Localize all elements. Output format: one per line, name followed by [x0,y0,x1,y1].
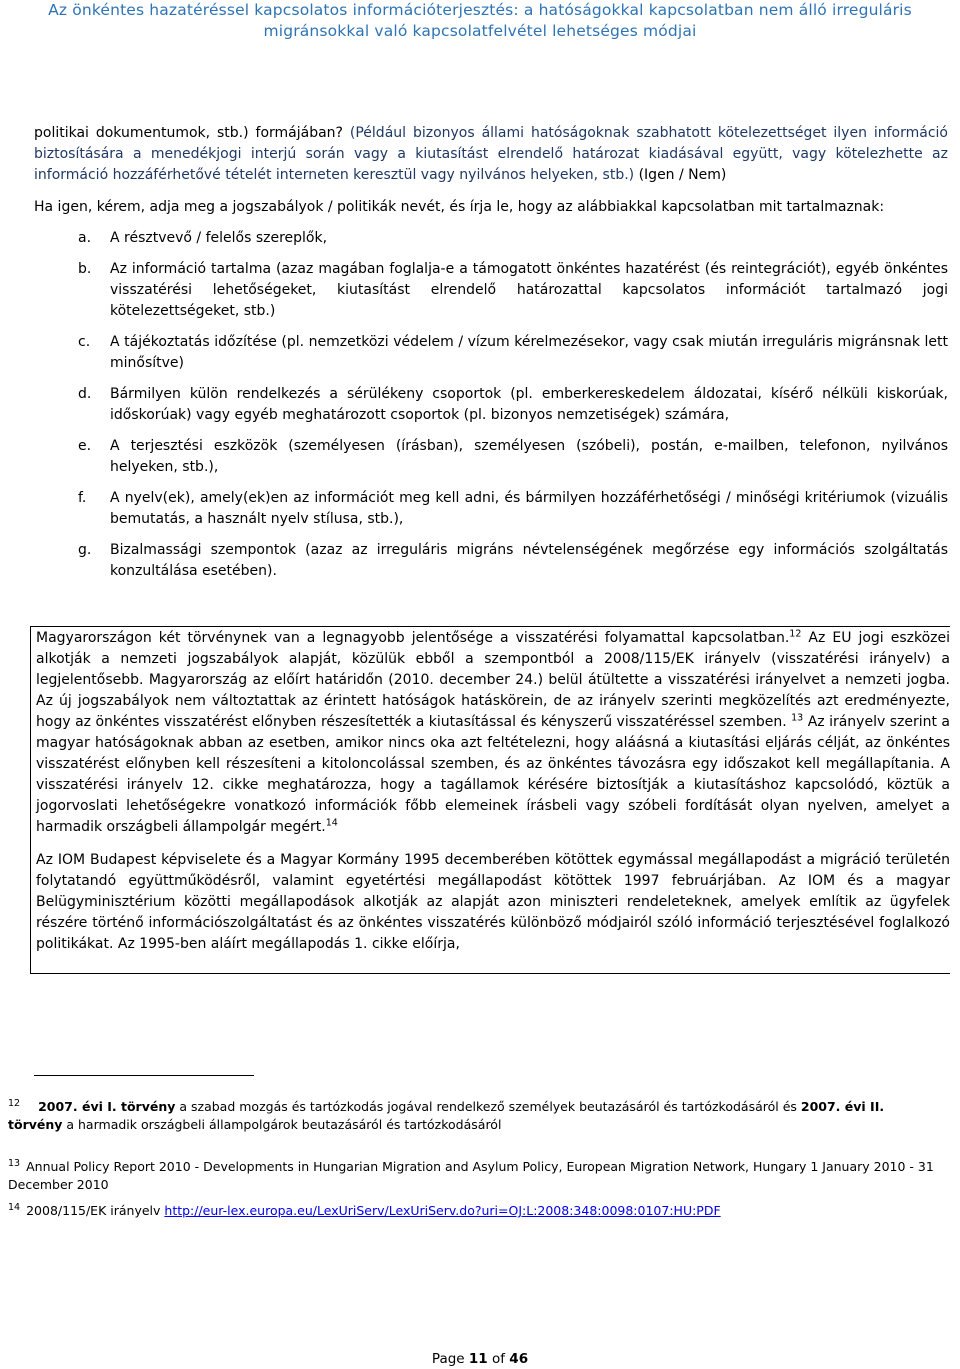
list-item-c [34,332,948,374]
total-pages: 46 [509,1351,529,1367]
list-marker: c. [78,334,91,350]
list-item-b [34,259,948,322]
list-text: Az információ tartalma (azaz magában foglalja-e a támogatott önkéntes hazatérést (és reintegrációt), egyéb önkéntes visszatérési lehetőségeket, kiutasítást elrendelő határozattal kapcsolatos információt tartalmazó jogi kötelezettségeket, stb.) [110,261,948,319]
header-line-2: migránsokkal való kapcsolatfelvétel lehetséges módjai [263,22,697,40]
list-item-d [34,384,948,426]
eur-lex-link[interactable]: http://eur-lex.europa.eu/LexUriServ/LexUriServ.do?uri=OJ:L:2008:348:0098:0107:HU:PDF [164,1203,721,1218]
list-item-g [34,540,948,582]
list-marker: f. [78,490,87,506]
footnote-13: 13 Annual Policy Report 2010 - Developments in Hungarian Migration and Asylum Policy, European Migration Network, Hungary 1 January 2010 - 31 December 2010 [8,1157,934,1192]
intro-text-c: (Igen / Nem) [634,167,727,183]
list-text: A résztvevő / felelős szereplők, [110,230,328,246]
list-text: A terjesztési eszközök (személyesen (írásban), személyesen (szóbeli), postán, e-mailben, telefonon, nyilvános helyeken, stb.), [110,438,948,475]
law-title: 2007. évi II. törvény [8,1099,885,1132]
footnote-ref-14[interactable]: 14 [325,817,338,829]
answer-box [30,626,950,974]
list-item-f [34,488,948,530]
list-text: Bizalmassági szempontok (azaz az irreguláris migráns névtelenségének megőrzése egy információs szolgáltatás konzultálása esetében). [110,542,948,579]
answer-text: Az EU jogi eszközei alkotják a nemzeti jogszabályok alapját, közülük ebből a szempontból a 2008/115/EK irányelv (visszatérési irányelv) a legjelentősebb. Magyarország az előírt határidőn (2010. december 24.) belül átültette a visszatérési irányelvet a nemzeti jogba. Az új jogszabályok nem változtattak az érintett hatóságok hatáskörein, de az irányelv szerinti megközelítés azt eredményezte, hogy az önkéntes visszatérést előnyben részesítették a kiutasítással és kényszerű visszatéréssel szemben. [36,630,950,730]
footnote-text: 2008/115/EK irányelv [26,1203,165,1218]
answer-paragraph-1 [36,628,950,838]
footnote-text: a harmadik országbeli állampolgárok beutazásáról és tartózkodásáról [62,1117,502,1132]
list-marker: b. [78,261,92,277]
questionnaire-section [34,123,948,582]
list-marker: g. [78,542,92,558]
list-text: A tájékoztatás időzítése (pl. nemzetközi védelem / vízum kérelmezésekor, vagy csak miután irreguláris migránsnak lett minősítve) [110,334,948,371]
answer-paragraph-2: Az IOM Budapest képviselete és a Magyar Kormány 1995 decemberében kötöttek egymással megállapodást a migráció területén folytatandó együttműködésről, valamint egyetértési megállapodást kötöttek 1997 februárjában. Az IOM és a magyar Belügyminisztérium közötti megállapodások alkotják az alapját azon miniszteri rendeleteknek, amelyek említik az ügyfelek részére történő információszolgáltatást és az önkéntes visszatérés különböző módjairól szóló információ terjesztésével foglalkozó politikákat. Az 1995-ben aláírt megállapodás 1. cikke előírja, [36,852,950,952]
list-item-e [34,436,948,478]
list-text: Bármilyen külön rendelkezés a sérülékeny csoportok (pl. emberkereskedelem áldozatai, kísérő nélküli kiskorúak, időskorúak) vagy egyéb meghatározott csoportok (pl. bizonyos nemzetiségek) számára, [110,386,948,423]
footnote-14: 14 2008/115/EK irányelv http://eur-lex.europa.eu/LexUriServ/LexUriServ.do?uri=OJ:L:2008:348:0098:0107:HU:PDF [8,1201,721,1218]
running-header [0,0,960,42]
list-item-a [34,228,948,249]
question-paragraph: Ha igen, kérem, adja meg a jogszabályok / politikák nevét, és írja le, hogy az alábbiakkal kapcsolatban mit tartalmaznak: [34,199,885,215]
intro-text-a: politikai dokumentumok, stb.) formájában? [34,125,343,141]
footnote-ref-13[interactable]: 13 [791,712,804,724]
intro-paragraph [34,123,948,186]
header-line-1: Az önkéntes hazatéréssel kapcsolatos információterjesztés: a hatóságokkal kapcsolatban nem álló irreguláris [48,1,912,19]
page-footer [0,1350,960,1368]
list-text: A nyelv(ek), amely(ek)en az információt meg kell adni, és bármilyen hozzáférhetőségi / minőségi kritériumok (vizuális bemutatás, a használt nyelv stílusa, stb.), [110,490,948,527]
intro-text-b: (Például bizonyos állami hatóságoknak szabhatott kötelezettséget ilyen információ biztosítására a menedékjogi interjú során vagy a kiutasítást elrendelő határozat kiadásával együtt, vagy kötelezhette az információ hozzáférhetővé tételét interneten keresztül vagy nyilvános helyeken, stb.) [34,125,948,183]
list-marker: a. [78,230,92,246]
list-marker: e. [78,438,92,454]
footnote-text: a szabad mozgás és tartózkodás jogával rendelkező személyek beutazásáról és tartózkodásáról és [175,1099,801,1114]
footnote-ref-12[interactable]: 12 [789,628,802,640]
current-page: 11 [468,1351,488,1367]
page-word: Page [431,1351,469,1367]
answer-text: Magyarországon két törvénynek van a legnagyobb jelentősége a visszatérési folyamattal kapcsolatban. [36,630,790,646]
footnote-12: 12 2007. évi I. törvény a szabad mozgás és tartózkodás jogával rendelkező személyek beutazásáról és tartózkodásáról és 2007. évi II. törvény a harmadik országbeli állampolgárok beutazásáról és tartózkodásáról [8,1097,885,1132]
list-marker: d. [78,386,92,402]
of-word: of [487,1351,510,1367]
answer-text: Az irányelv szerint a magyar hatóságoknak abban az esetben, amikor nincs oka azt feltételezni, hogy aláásná a kiutasítási eljárás célját, az önkéntes visszatérést előnyben kell részesíteni a kitoloncolással szemben, és az önkéntes távozásra egy időszakot kell megállapítania. A visszatérési irányelv 12. cikke meghatározza, hogy a tagállamok kérésére biztosítják a kiutasításhoz kapcsolódó, köztük a jogorvoslati lehetőségekre vonatkozó információk főbb elemeinek írásbeli vagy szóbeli fordítását olyan nyelven, amelyet a harmadik országbeli állampolgár megért. [36,714,950,835]
law-title: 2007. évi I. törvény [38,1099,176,1114]
footnote-separator [34,1075,254,1076]
footnote-text: Annual Policy Report 2010 - Developments in Hungarian Migration and Asylum Policy, European Migration Network, Hungary 1 January 2010 - 31 December 2010 [8,1159,934,1192]
